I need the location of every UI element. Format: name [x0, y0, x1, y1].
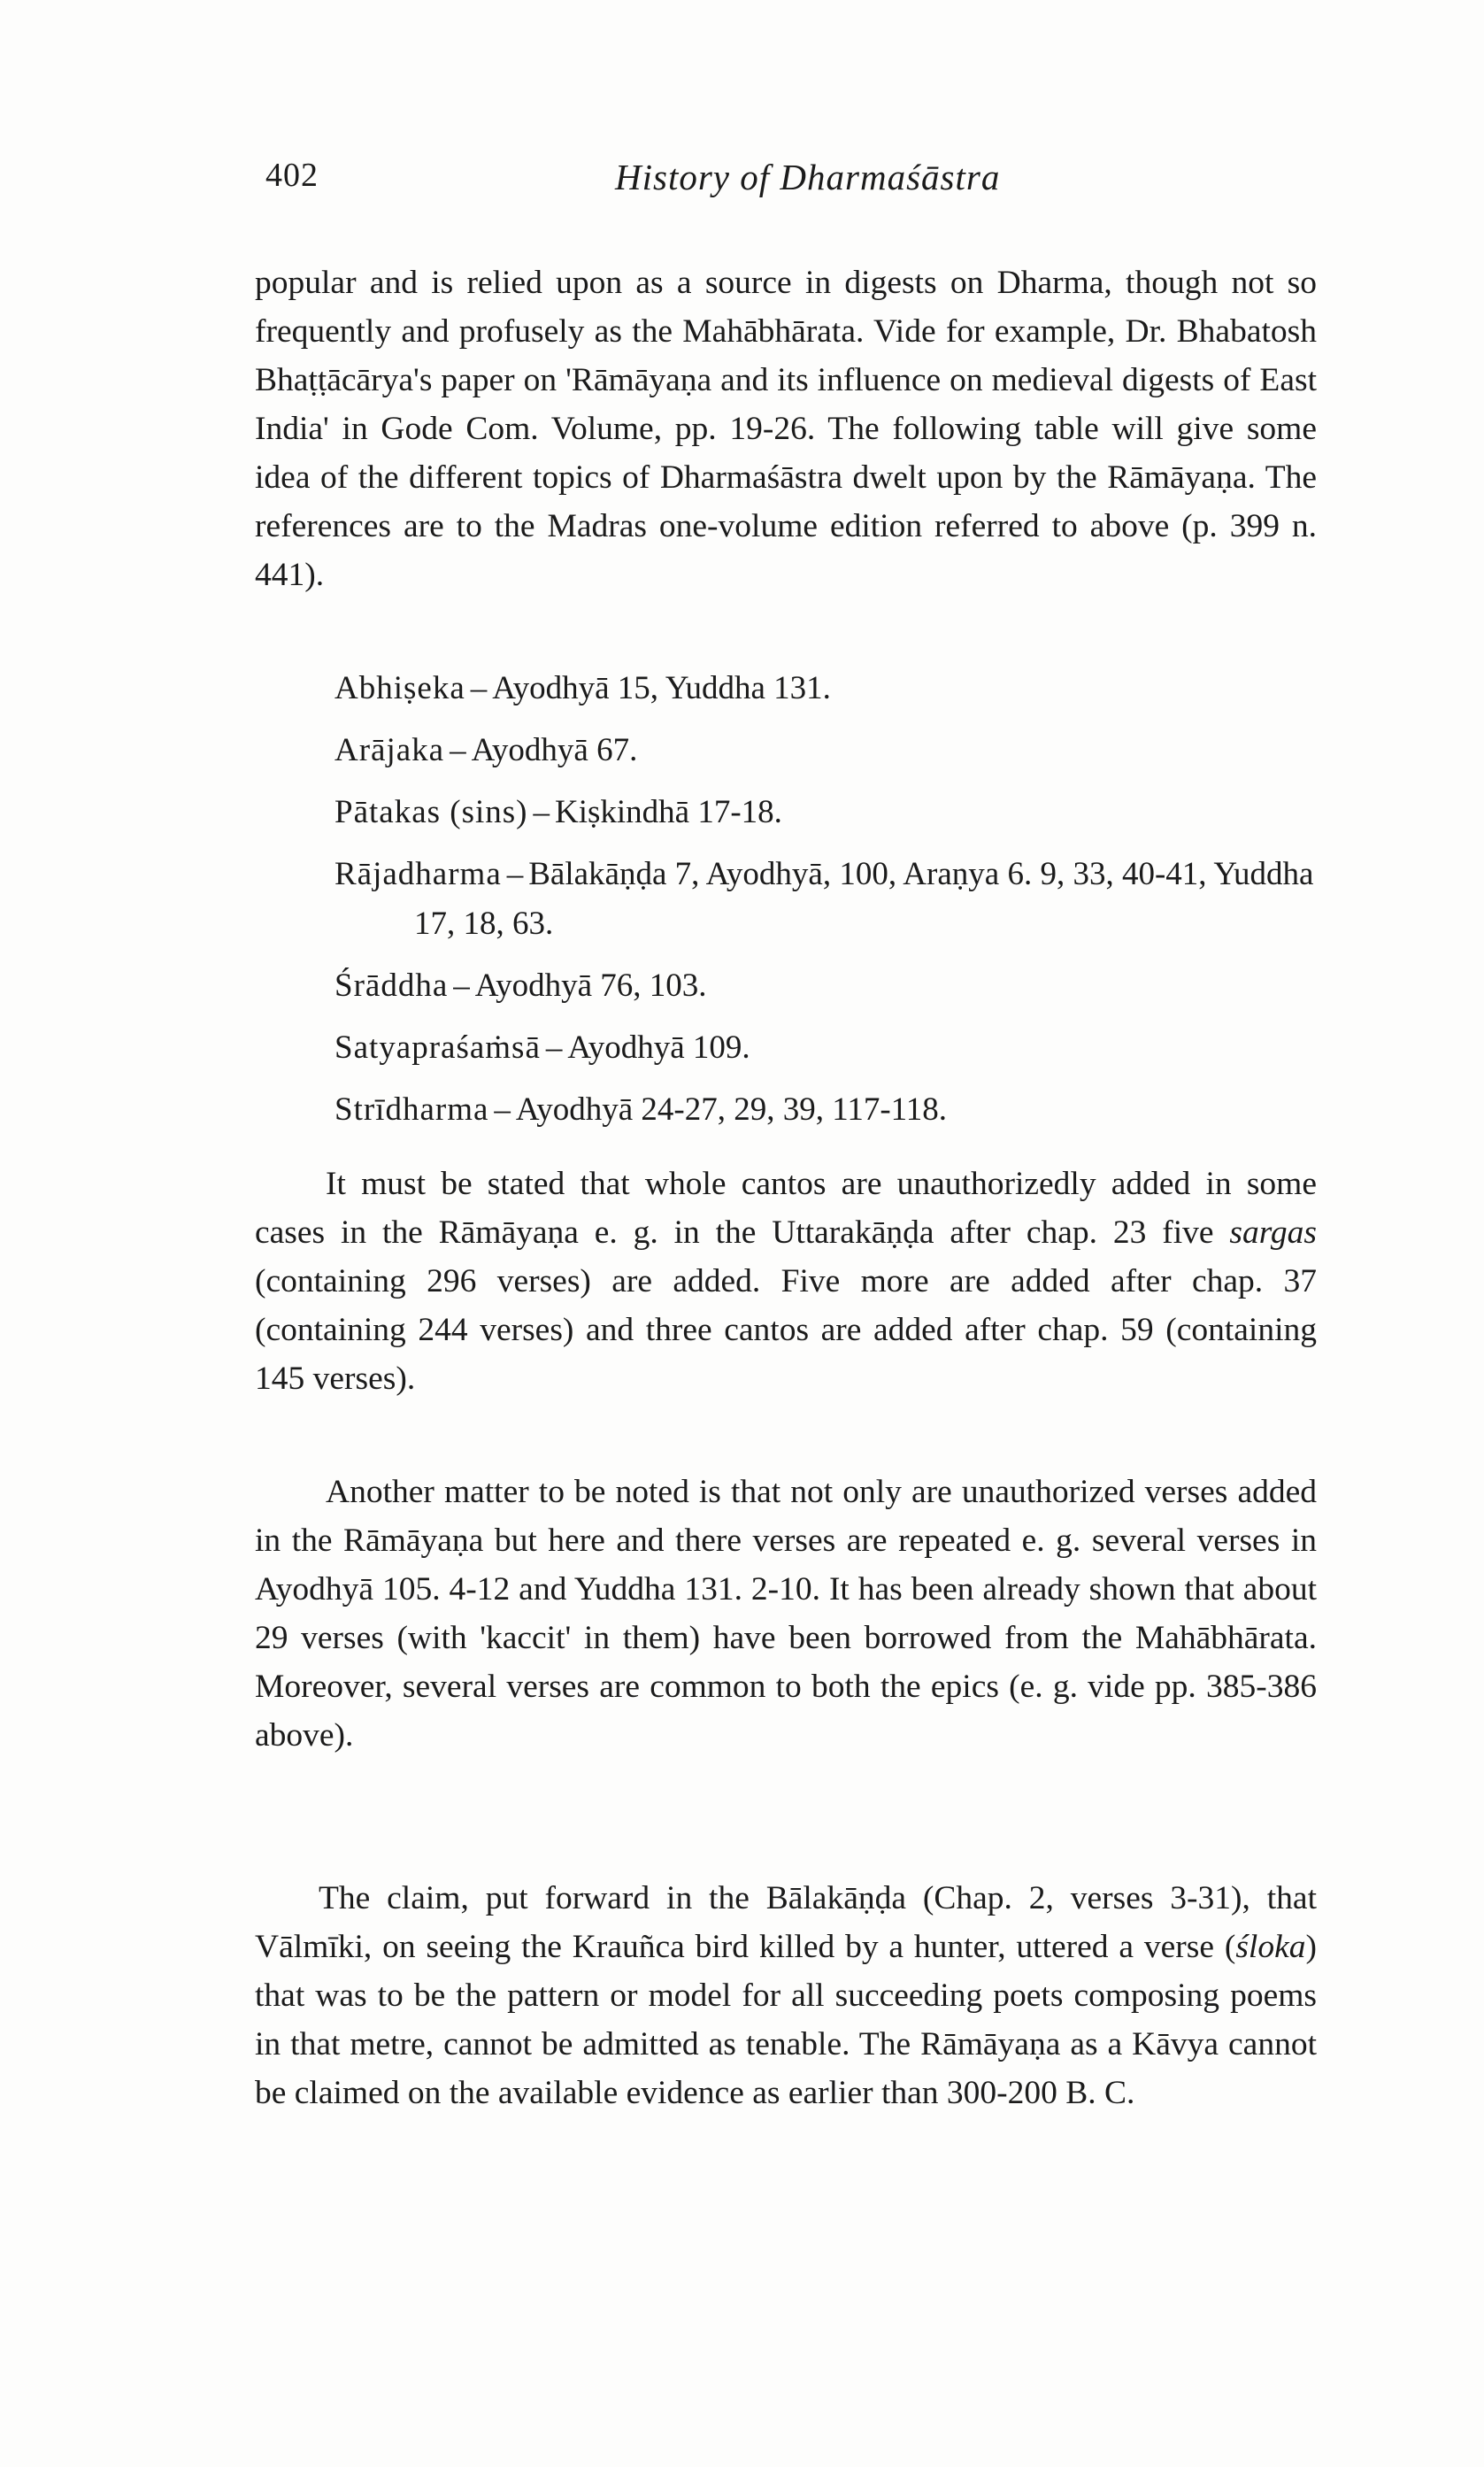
paragraph-unauthorized-cantos — [255, 1160, 1317, 1403]
topic-refs: Bālakāṇḍa 7, Ayodhyā, 100, Araṇya 6. 9, 33, 40-41, Yuddha 17, 18, 63. — [414, 856, 1314, 942]
paragraph-text: The claim, put forward in the Bālakāṇḍa (Chap. 2, verses 3-31), that Vālmīki, on seeing the Krauñca bird killed by a hunter, uttered a verse ( — [255, 1880, 1317, 1965]
topic-term: Satyapraśaṁsā — [334, 1029, 541, 1066]
topic-refs: Ayodhyā 76, 103. — [474, 968, 707, 1004]
topic-separator: – — [494, 1091, 511, 1128]
topic-separator: – — [453, 968, 470, 1004]
topic-item — [334, 1023, 1326, 1073]
topic-term: Rājadharma — [334, 856, 502, 892]
paragraph-text: (containing 296 verses) are added. Five more are added after chap. 37 (containing 244 verses) and three cantos are added after chap. 59 (containing 145 verses). — [255, 1263, 1317, 1397]
topic-separator: – — [470, 670, 488, 706]
topic-term: Śrāddha — [334, 968, 449, 1004]
page-number: 402 — [265, 157, 319, 194]
page-header — [265, 156, 1327, 209]
topic-term: Abhiṣeka — [334, 670, 465, 706]
topic-refs: Ayodhyā 109. — [567, 1029, 750, 1066]
topic-term: Arājaka — [334, 732, 445, 768]
topic-refs: Ayodhyā 15, Yuddha 131. — [492, 670, 831, 706]
topic-separator: – — [545, 1029, 563, 1066]
topic-term: Strīdharma — [334, 1091, 489, 1128]
topic-item — [334, 726, 1326, 775]
topic-separator: – — [533, 794, 550, 830]
topic-refs: Ayodhyā 67. — [471, 732, 638, 768]
paragraph-text: It must be stated that whole cantos are unauthorizedly added in some cases in the Rāmāyaṇa e. g. in the Uttarakāṇḍa after chap. 23 five — [255, 1166, 1317, 1251]
topic-item — [334, 850, 1326, 949]
emphasis-sargas: sargas — [1229, 1214, 1317, 1251]
paragraph-intro: popular and is relied upon as a source in digests on Dharma, though not so frequently and profusely as the Mahābhārata. Vide for example, Dr. Bhabatosh Bhaṭṭācārya's paper on 'Rāmāyaṇa and its influence on medieval digests of East India' in Gode Com. Volume, pp. 19-26. The following table will give some idea of the different topics of Dharmaśāstra dwelt upon by the Rāmāyaṇa. The references are to the Madras one-volume edition referred to above (p. 399 n. 441). — [255, 265, 1317, 593]
emphasis-sloka: śloka — [1235, 1929, 1306, 1965]
topic-refs: Ayodhyā 24-27, 29, 39, 117-118. — [515, 1091, 948, 1128]
topic-item — [334, 788, 1326, 837]
topic-separator: – — [506, 856, 524, 892]
topic-item — [334, 961, 1326, 1011]
paragraph-repeated-verses: Another matter to be noted is that not only are unauthorized verses added in the Rāmāyaṇa but here and there verses are repeated e. g. several verses in Ayodhyā 105. 4-12 and Yuddha 131. 2-10. It has been already shown that about 29 verses (with 'kaccit' in them) have been borrowed from the Mahābhārata. Moreover, several verses are common to both the epics (e. g. vide pp. 385-386 above). — [255, 1474, 1317, 1754]
paragraph-text: ) that was to be the pattern or model for all succeeding poets composing poems in that metre, cannot be admitted as tenable. The Rāmāyaṇa as a Kāvya cannot be claimed on the available evidence as earlier than 300-200 B. C. — [255, 1929, 1317, 2111]
topic-item — [334, 1085, 1326, 1135]
topic-item — [334, 664, 1326, 713]
running-title: History of Dharmaśāstra — [615, 157, 1001, 197]
topic-refs: Kiṣkindhā 17-18. — [555, 794, 782, 830]
paragraph-kavya-claim — [255, 1874, 1317, 2117]
topics-list — [334, 664, 1326, 1147]
topic-separator: – — [450, 732, 466, 768]
topic-term: Pātakas (sins) — [334, 794, 528, 830]
